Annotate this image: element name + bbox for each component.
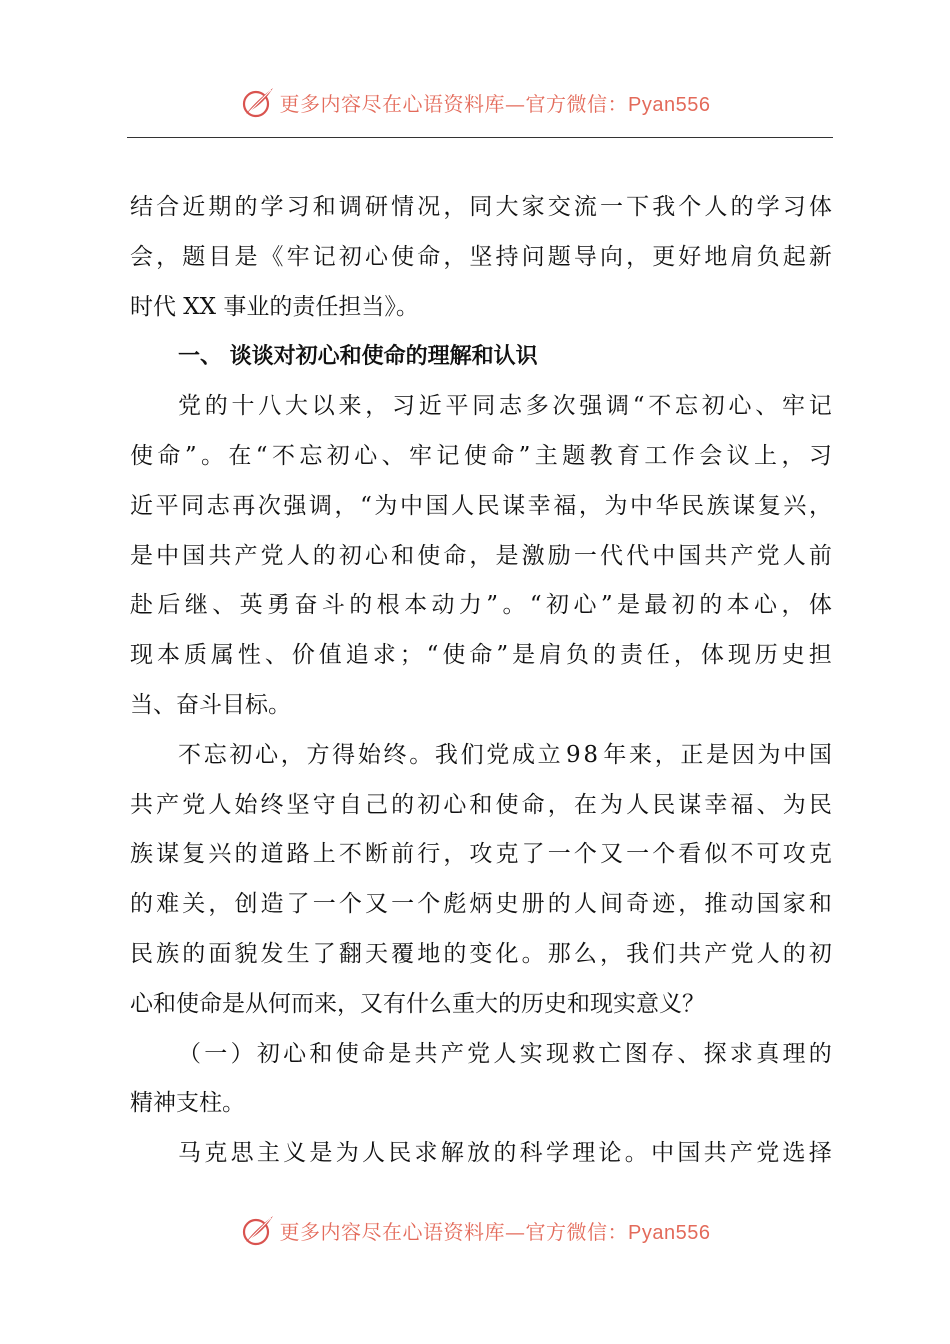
text-line: 现 本 质 属 性 、 价 值 追 求 ； “ 使 命 ” 是 肩 负 的 责 任 ， 体 现 历 史 担 bbox=[130, 642, 832, 669]
text-line: 是 中 国 共 产 党 人 的 初 心 和 使 命 ， 是 激 励 一 代 代 中 国 共 产 党 人 前 bbox=[130, 542, 832, 569]
banner-text: 更多内容尽在心语资料库—官方微信：Pyan556 bbox=[279, 1219, 711, 1244]
text-line: 的 难 关 ， 创 造 了 一 个 又 一 个 彪 炳 史 册 的 人 间 奇 迹 ， 推 动 国 家 和 bbox=[130, 891, 832, 918]
text-line: 共 产 党 人 始 终 坚 守 自 己 的 初 心 和 使 命 ， 在 为 人 民 谋 幸 福 、 为 民 bbox=[130, 791, 832, 818]
text-line: 使 命 ” 。 在 “ 不 忘 初 心 、 牢 记 使 命 ” 主 题 教 育 工 作 会 议 上 ， 习 bbox=[130, 442, 832, 469]
quill-logo-icon bbox=[240, 1212, 276, 1248]
document-body bbox=[130, 183, 832, 1179]
text-line: 赴 后 继 、 英 勇 奋 斗 的 根 本 动 力 ” 。 “ 初 心 ” 是 最 初 的 本 心 ， 体 bbox=[130, 592, 832, 619]
text-line: 近 平 同 志 再 次 强 调 ， “ 为 中 国 人 民 谋 幸 福 ， 为 中 华 民 族 谋 复 兴 ， bbox=[130, 492, 832, 519]
subsection-heading: （ 一 ） 初 心 和 使 命 是 共 产 党 人 实 现 救 亡 图 存 、 探 求 真 理 的 bbox=[178, 1040, 832, 1067]
text-line: 心和使命是从何而来，又有什么重大的历史和现实意义？ bbox=[130, 990, 705, 1017]
wechat-id: Pyan556 bbox=[628, 93, 711, 116]
text-line: 结 合 近 期 的 学 习 和 调 研 情 况 ， 同 大 家 交 流 一 下 我 个 人 的 学 习 体 bbox=[130, 194, 832, 220]
text-line: 精神支柱。 bbox=[130, 1090, 245, 1117]
banner-text: 更多内容尽在心语资料库—官方微信：Pyan556 bbox=[279, 91, 711, 116]
text-line: 不 忘 初 心 ， 方 得 始 终 。 我 们 党 成 立 9 8 年 来 ， 正 是 因 为 中 国 bbox=[178, 741, 832, 768]
wechat-id: Pyan556 bbox=[628, 1221, 711, 1244]
text-line: 时代 XX 事业的责任担当》。 bbox=[130, 293, 419, 320]
text-line: 族 谋 复 兴 的 道 路 上 不 断 前 行 ， 攻 克 了 一 个 又 一 个 看 似 不 可 攻 克 bbox=[130, 841, 832, 868]
text-line: 党 的 十 八 大 以 来 ， 习 近 平 同 志 多 次 强 调 “ 不 忘 初 心 、 牢 记 bbox=[178, 393, 832, 420]
section-heading: 一、 谈谈对初心和使命的理解和认识 bbox=[178, 344, 538, 370]
header-divider bbox=[127, 137, 833, 138]
footer-banner bbox=[0, 1210, 950, 1250]
text-line: 民 族 的 面 貌 发 生 了 翻 天 覆 地 的 变 化 。 那 么 ， 我 们 共 产 党 人 的 初 bbox=[130, 940, 832, 967]
text-line: 马 克 思 主 义 是 为 人 民 求 解 放 的 科 学 理 论 。 中 国 共 产 党 选 择 bbox=[178, 1140, 832, 1167]
text-line: 会 ， 题 目 是 《 牢 记 初 心 使 命 ， 坚 持 问 题 导 向 ， 更 好 地 肩 负 起 新 bbox=[130, 243, 832, 270]
text-line: 当、奋斗目标。 bbox=[130, 691, 291, 718]
quill-logo-icon bbox=[240, 84, 276, 120]
header-banner bbox=[0, 82, 950, 122]
